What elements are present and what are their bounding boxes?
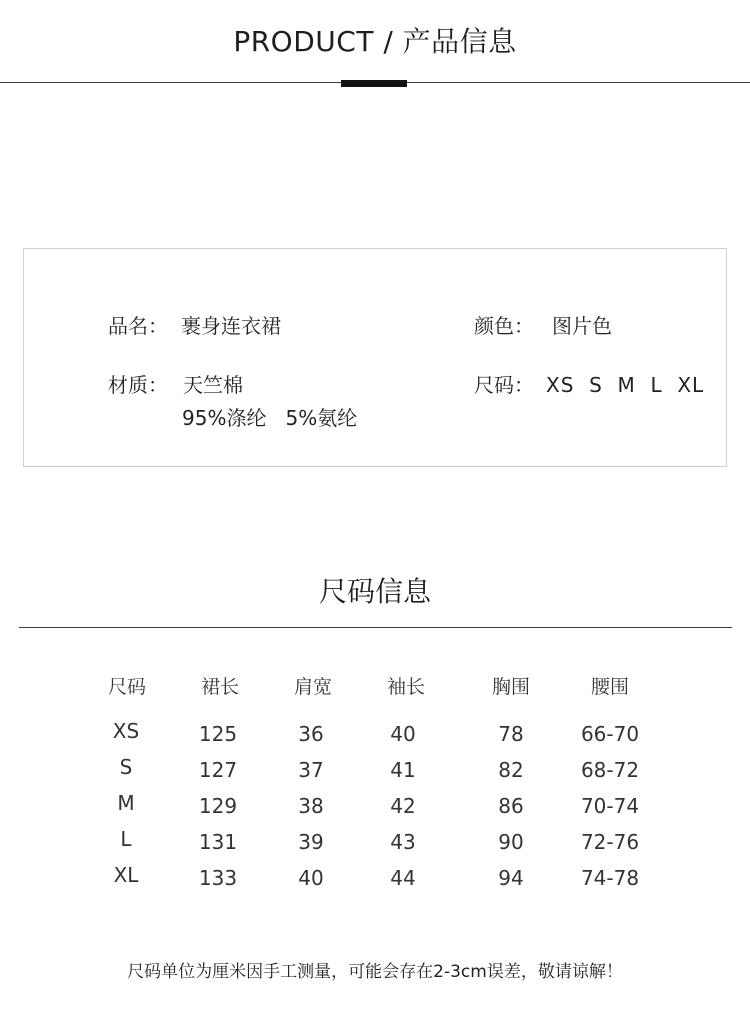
size-section-divider <box>19 627 732 628</box>
table-header-shoulder: 肩宽 <box>293 676 332 698</box>
table-cell-waist: 74-78 <box>580 866 640 890</box>
table-cell-bust: 78 <box>498 722 524 746</box>
table-header-length: 裙长 <box>200 676 239 698</box>
table-cell-waist: 68-72 <box>580 758 640 782</box>
table-cell-size: XS <box>112 719 140 743</box>
table-cell-bust: 86 <box>498 794 524 818</box>
product-name-value: 裹身连衣裙 <box>181 314 281 338</box>
color-value: 图片色 <box>552 314 612 338</box>
table-cell-shoulder: 38 <box>298 794 324 818</box>
table-cell-bust: 94 <box>498 866 524 890</box>
table-cell-size: L <box>120 827 132 851</box>
table-cell-bust: 90 <box>498 830 524 854</box>
page-title: PRODUCT / 产品信息 <box>233 25 517 58</box>
table-header-size: 尺码 <box>107 676 146 698</box>
material-label: 材质： <box>108 373 168 397</box>
size-section-title: 尺码信息 <box>318 575 431 608</box>
material-value-composition: 95%涤纶 5%氨纶 <box>182 406 358 430</box>
table-cell-size: S <box>119 755 133 779</box>
table-cell-waist: 66-70 <box>580 722 640 746</box>
table-cell-sleeve: 44 <box>390 866 416 890</box>
product-info-box <box>23 248 727 467</box>
header-accent-bar <box>341 80 407 87</box>
table-cell-waist: 70-74 <box>580 794 640 818</box>
size-label: 尺码： <box>474 373 534 397</box>
table-cell-size: M <box>117 791 135 815</box>
table-cell-shoulder: 40 <box>298 866 324 890</box>
size-value: XS S M L XL <box>546 373 705 397</box>
table-cell-sleeve: 40 <box>390 722 416 746</box>
table-cell-length: 133 <box>198 866 238 890</box>
table-cell-waist: 72-76 <box>580 830 640 854</box>
table-cell-sleeve: 43 <box>390 830 416 854</box>
measurement-note: 尺码单位为厘米因手工测量，可能会存在2-3cm误差，敬请谅解！ <box>127 962 623 982</box>
table-header-bust: 胸围 <box>491 676 530 698</box>
table-cell-length: 127 <box>198 758 238 782</box>
table-cell-length: 125 <box>198 722 238 746</box>
color-label: 颜色： <box>474 314 534 338</box>
material-value-fabric: 天竺棉 <box>183 373 243 397</box>
table-cell-bust: 82 <box>498 758 524 782</box>
table-cell-sleeve: 41 <box>390 758 416 782</box>
table-cell-shoulder: 37 <box>298 758 324 782</box>
product-name-label: 品名： <box>108 314 168 338</box>
table-header-sleeve: 袖长 <box>386 676 425 698</box>
table-cell-length: 131 <box>198 830 238 854</box>
table-cell-length: 129 <box>198 794 238 818</box>
table-header-waist: 腰围 <box>590 676 629 698</box>
table-cell-shoulder: 36 <box>298 722 324 746</box>
table-cell-shoulder: 39 <box>298 830 324 854</box>
table-cell-sleeve: 42 <box>390 794 416 818</box>
table-cell-size: XL <box>113 863 139 887</box>
